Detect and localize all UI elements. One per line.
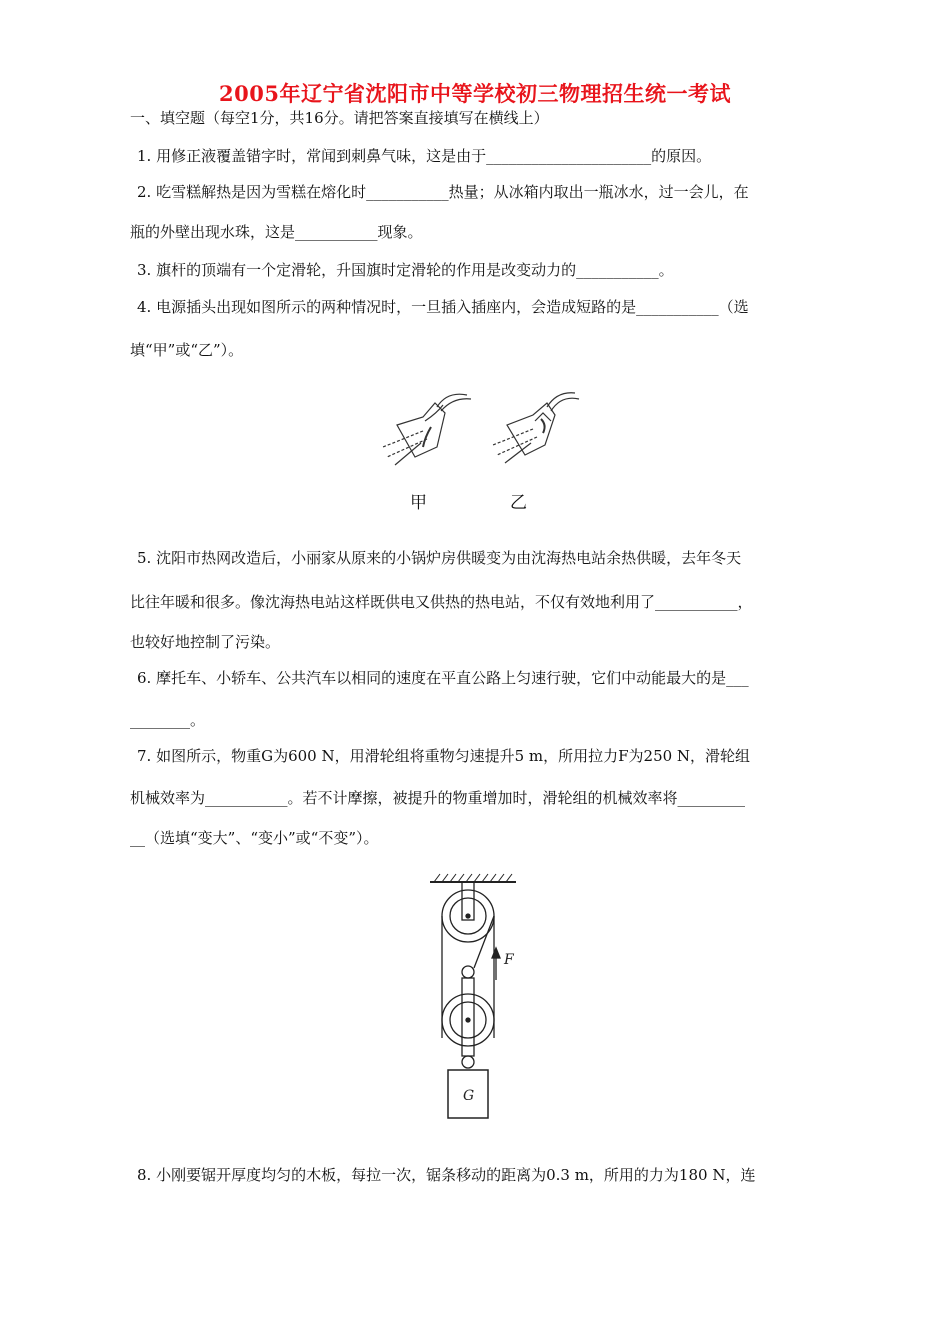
question-5-line-1: 5. 沈阳市热网改造后，小丽家从原来的小锅炉房供暖变为由沈海热电站余热供暖，去年冬天	[137, 549, 742, 567]
question-6-line-1: 6. 摩托车、小轿车、公共汽车以相同的速度在平直公路上匀速行驶，它们中动能最大的是___	[137, 669, 749, 687]
question-5-line-3: 也较好地控制了污染。	[130, 633, 281, 651]
question-8-line-1: 8. 小刚要锯开厚度均匀的木板，每拉一次，锯条移动的距离为0.3 m，所用的力为180 N，连	[137, 1166, 756, 1184]
question-4-line-1: 4. 电源插头出现如图所示的两种情况时，一旦插入插座内，会造成短路的是___________（选	[137, 298, 749, 316]
movable-pulley	[442, 966, 494, 1068]
weight-label: G	[463, 1088, 475, 1104]
question-7-line-2: 机械效率为___________。若不计摩擦，被提升的物重增加时，滑轮组的机械效率将_________	[130, 789, 746, 807]
plug-b-drawing	[493, 393, 579, 463]
figure-label-a: 甲	[410, 493, 427, 513]
plug-a-drawing	[383, 394, 471, 465]
question-7-line-1: 7. 如图所示，物重G为600 N，用滑轮组将重物匀速提升5 m，所用拉力F为250 N，滑轮组	[137, 747, 751, 765]
figure-label-b: 乙	[510, 493, 527, 513]
question-4-line-2: 填“甲”或“乙”）。	[130, 341, 244, 359]
pulley-figure	[420, 868, 530, 1128]
question-7-line-3: __（选填“变大”、“变小”或“不变”）。	[130, 829, 379, 847]
ceiling-hatching	[434, 874, 512, 882]
pull-force-arrow	[492, 948, 500, 980]
question-3: 3. 旗杆的顶端有一个定滑轮，升国旗时定滑轮的作用是改变动力的___________。	[137, 261, 674, 279]
plug-figure	[375, 385, 585, 475]
exam-title: 2005年辽宁省沈阳市中等学校初三物理招生统一考试	[219, 81, 731, 106]
section-heading: 一、填空题（每空1分，共16分。请把答案直接填写在横线上）	[130, 109, 549, 127]
question-5-line-2: 比往年暖和很多。像沈海热电站这样既供电又供热的热电站，不仅有效地利用了___________，	[130, 593, 753, 611]
fixed-pulley	[442, 882, 494, 942]
question-6-line-2: ________。	[130, 711, 206, 729]
force-label: F	[504, 952, 514, 968]
question-2-line-2: 瓶的外壁出现水珠，这是___________现象。	[130, 223, 423, 241]
question-2-line-1: 2. 吃雪糕解热是因为雪糕在熔化时___________热量；从冰箱内取出一瓶冰水，过一会儿，在	[137, 183, 749, 201]
question-1: 1. 用修正液覆盖错字时，常闻到刺鼻气味，这是由于______________________的原因。	[137, 147, 712, 165]
